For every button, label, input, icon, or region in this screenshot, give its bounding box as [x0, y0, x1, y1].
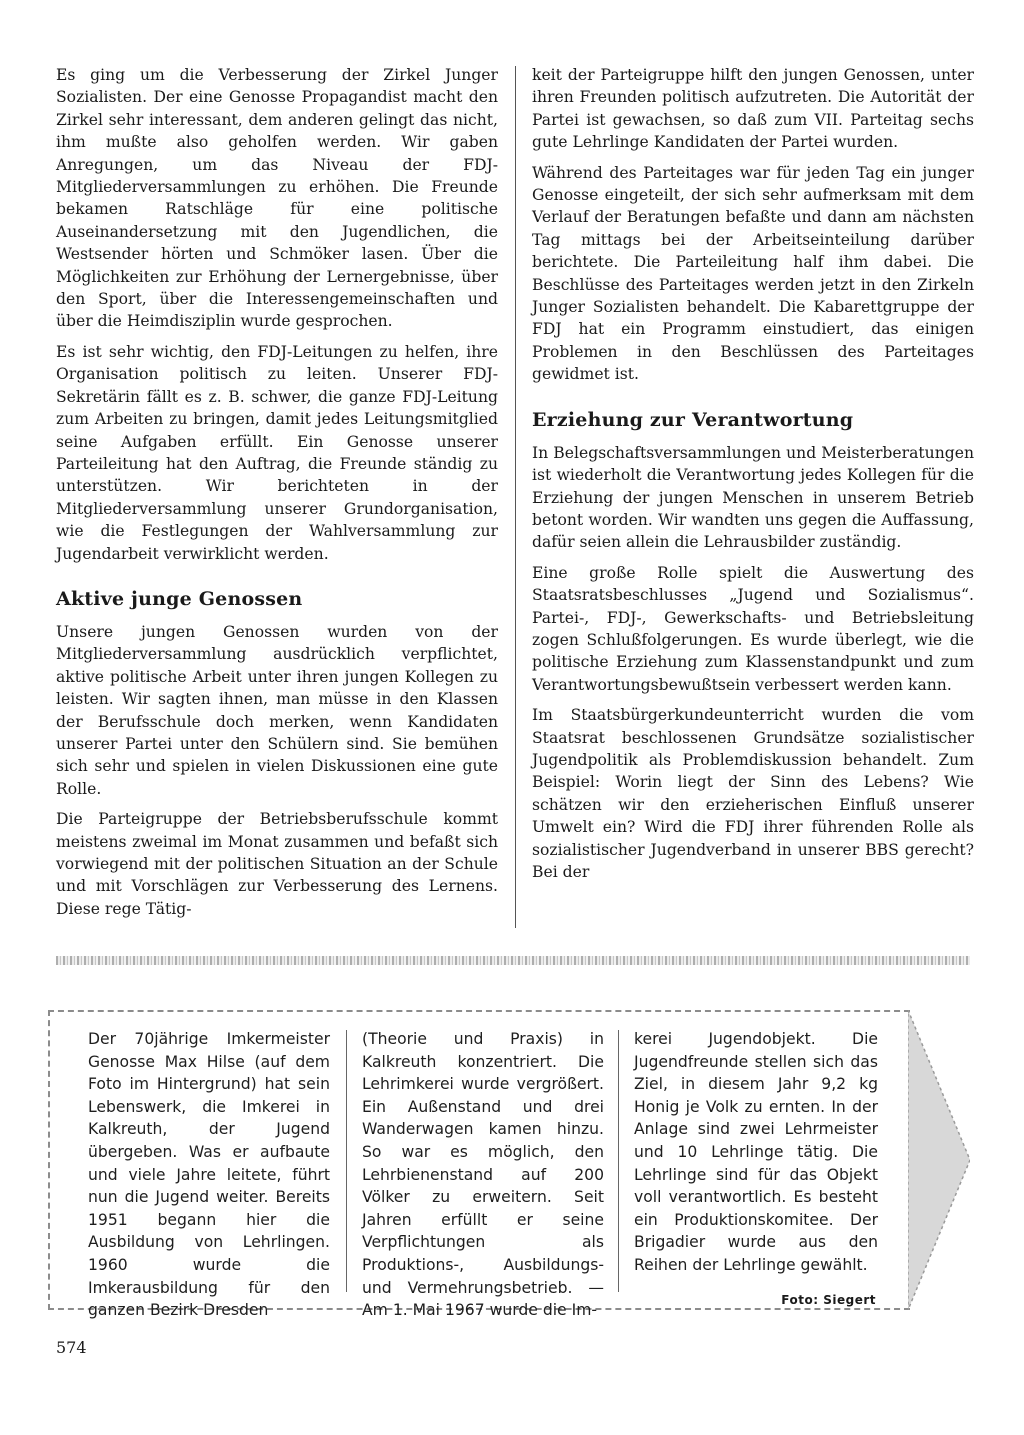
body-paragraph: Während des Parteitages war für jeden Tag ein junger Genosse eingeteilt, der sich sehr aufmerksam mit dem Verlauf der Beratungen befaßte und dann am nächsten Tag mittags bei der Arbeitseinteilung darüber berichtete. Die Parteileitung half ihm dabei. Die Beschlüsse des Parteitages werden jetzt in den Zirkeln Junger Sozialisten behandelt. Die Kabarettgruppe der FDJ hat ein Programm einstudiert, das einigen Problemen in den Beschlüssen des Parteitages gewidmet ist. — [532, 163, 974, 384]
page-number: 574 — [56, 1338, 87, 1357]
decorative-hatch-rule — [56, 956, 970, 965]
caption-text: kerei Jugendobjekt. Die Jugendfreunde stellen sich das Ziel, in diesem Jahr 9,2 kg Honig je Volk zu ernten. In der Anlage sind zwei Lehrmeister und 10 Lehrlinge tätig. Die Lehrlinge sind für das Objekt voll verantwortlich. Es besteht ein Produktionskomitee. Der Brigadier wurde aus den Reihen der Lehrlinge gewählt. — [634, 1030, 878, 1274]
section-heading: Erziehung zur Verantwortung — [532, 408, 854, 431]
caption-text: (Theorie und Praxis) in Kalkreuth konzentriert. Die Lehrimkerei wurde vergrößert. Ein Außenstand und drei Wanderwagen kamen hinzu. So war es möglich, den Lehrbienenstand auf 200 Völker zu erweitern. Seit Jahren erfüllt er seine Verpflichtungen als Produktions-, Ausbildungs- und Vermehrungsbetrieb. — Am 1. Mai 1967 wurde die Im- — [362, 1030, 604, 1320]
column-divider — [515, 66, 516, 928]
caption-column-1 — [88, 1028, 330, 1322]
right-text-column — [532, 64, 974, 891]
body-paragraph: keit der Parteigruppe hilft den jungen Genossen, unter ihren Freunden politisch aufzutreten. Die Autorität der Partei ist gewachsen, so daß zum VII. Parteitag sechs gute Lehrlinge Kandidaten der Partei wurden. — [532, 66, 974, 152]
section-heading: Aktive junge Genossen — [56, 587, 303, 610]
body-paragraph: Eine große Rolle spielt die Auswertung des Staatsratsbeschlusses „Jugend und Sozialismus“. Partei-, FDJ-, Gewerkschafts- und Betriebsleitung zogen Schlußfolgerungen. Es wurde überlegt, wie die politische Erziehung zum Klassenstandpunkt und zum Verantwortungsbewußtsein verbessert werden kann. — [532, 563, 974, 694]
arrow-pointer-icon — [908, 1010, 970, 1310]
caption-column-2 — [362, 1028, 604, 1322]
body-paragraph: In Belegschaftsversammlungen und Meisterberatungen ist wiederholt die Verantwortung jedes Kollegen für die Erziehung der jungen Menschen in unserem Betrieb betont worden. Wir wandten uns gegen die Auffassung, dafür seien allein die Lehrausbilder zuständig. — [532, 443, 974, 552]
body-paragraph: Es ist sehr wichtig, den FDJ-Leitungen zu helfen, ihre Organisation politisch zu leiten. Unserer FDJ-Sekretärin fällt es z. B. schwer, die ganze FDJ-Leitung zum Arbeiten zu bringen, damit jedes Leitungsmitglied seine Aufgaben erfüllt. Ein Genosse unserer Parteileitung hat den Auftrag, die Freunde ständig zu unterstützen. Wir berichteten in der Mitgliederversammlung unserer Grundorganisation, wie die Festlegungen der Wahlversammlung zur Jugendarbeit verwirklicht werden. — [56, 342, 498, 563]
body-paragraph: Im Staatsbürgerkundeunterricht wurden die vom Staatsrat beschlossenen Grundsätze sozialistischer Jugendpolitik als Problemdiskussion behandelt. Zum Beispiel: Worin liegt der Sinn des Lebens? Wie schätzen wir den erzieherischen Einfluß unserer Umwelt ein? Wird die FDJ ihrer führenden Rolle als sozialistischer Jugendverband in unserer BBS gerecht? Bei der — [532, 706, 974, 881]
body-paragraph: Es ging um die Verbesserung der Zirkel Junger Sozialisten. Der eine Genosse Propagandist macht den Zirkel sehr interessant, dem anderen gelingt das nicht, ihm mußte also geholfen werden. Wir gaben Anregungen, um das Niveau der FDJ-Mitgliederversammlungen zu erhöhen. Die Freunde bekamen Ratschläge für eine politische Auseinandersetzung mit den Jugendlichen, die Westsender hörten und Schmöker lasen. Über die Möglichkeiten zur Erhöhung der Lernergebnisse, über den Sport, über die Interessengemeinschaften und über die Heimdisziplin wurde gesprochen. — [56, 66, 498, 331]
left-text-column — [56, 64, 498, 928]
caption-column-divider — [618, 1030, 619, 1292]
photo-credit: Foto: Siegert — [781, 1293, 876, 1307]
caption-column-divider — [346, 1030, 347, 1292]
body-paragraph: Die Parteigruppe der Betriebsberufsschule kommt meistens zweimal im Monat zusammen und befaßt sich vorwiegend mit der politischen Situation an der Schule und mit Vorschlägen zur Verbesserung des Lernens. Diese rege Tätig- — [56, 810, 498, 918]
caption-text: Der 70jährige Imkermeister Genosse Max Hilse (auf dem Foto im Hintergrund) hat sein Lebenswerk, die Imkerei in Kalkreuth, der Jugend übergeben. Was er aufbaute und viele Jahre leitete, führt nun die Jugend weiter. Bereits 1951 begann hier die Ausbildung von Lehrlingen. 1960 wurde die Imkerausbildung für den ganzen Bezirk Dresden — [88, 1030, 330, 1320]
body-paragraph: Unsere jungen Genossen wurden von der Mitgliederversammlung ausdrücklich verpflichtet, aktive politische Arbeit unter ihren jungen Kollegen zu leisten. Wir sagten ihnen, man müsse in den Klassen der Berufsschule doch merken, wenn Kandidaten unserer Partei unter den Schülern sind. Sie bemühen sich sehr und spielen in vielen Diskussionen eine gute Rolle. — [56, 622, 498, 798]
caption-column-3 — [634, 1028, 878, 1277]
